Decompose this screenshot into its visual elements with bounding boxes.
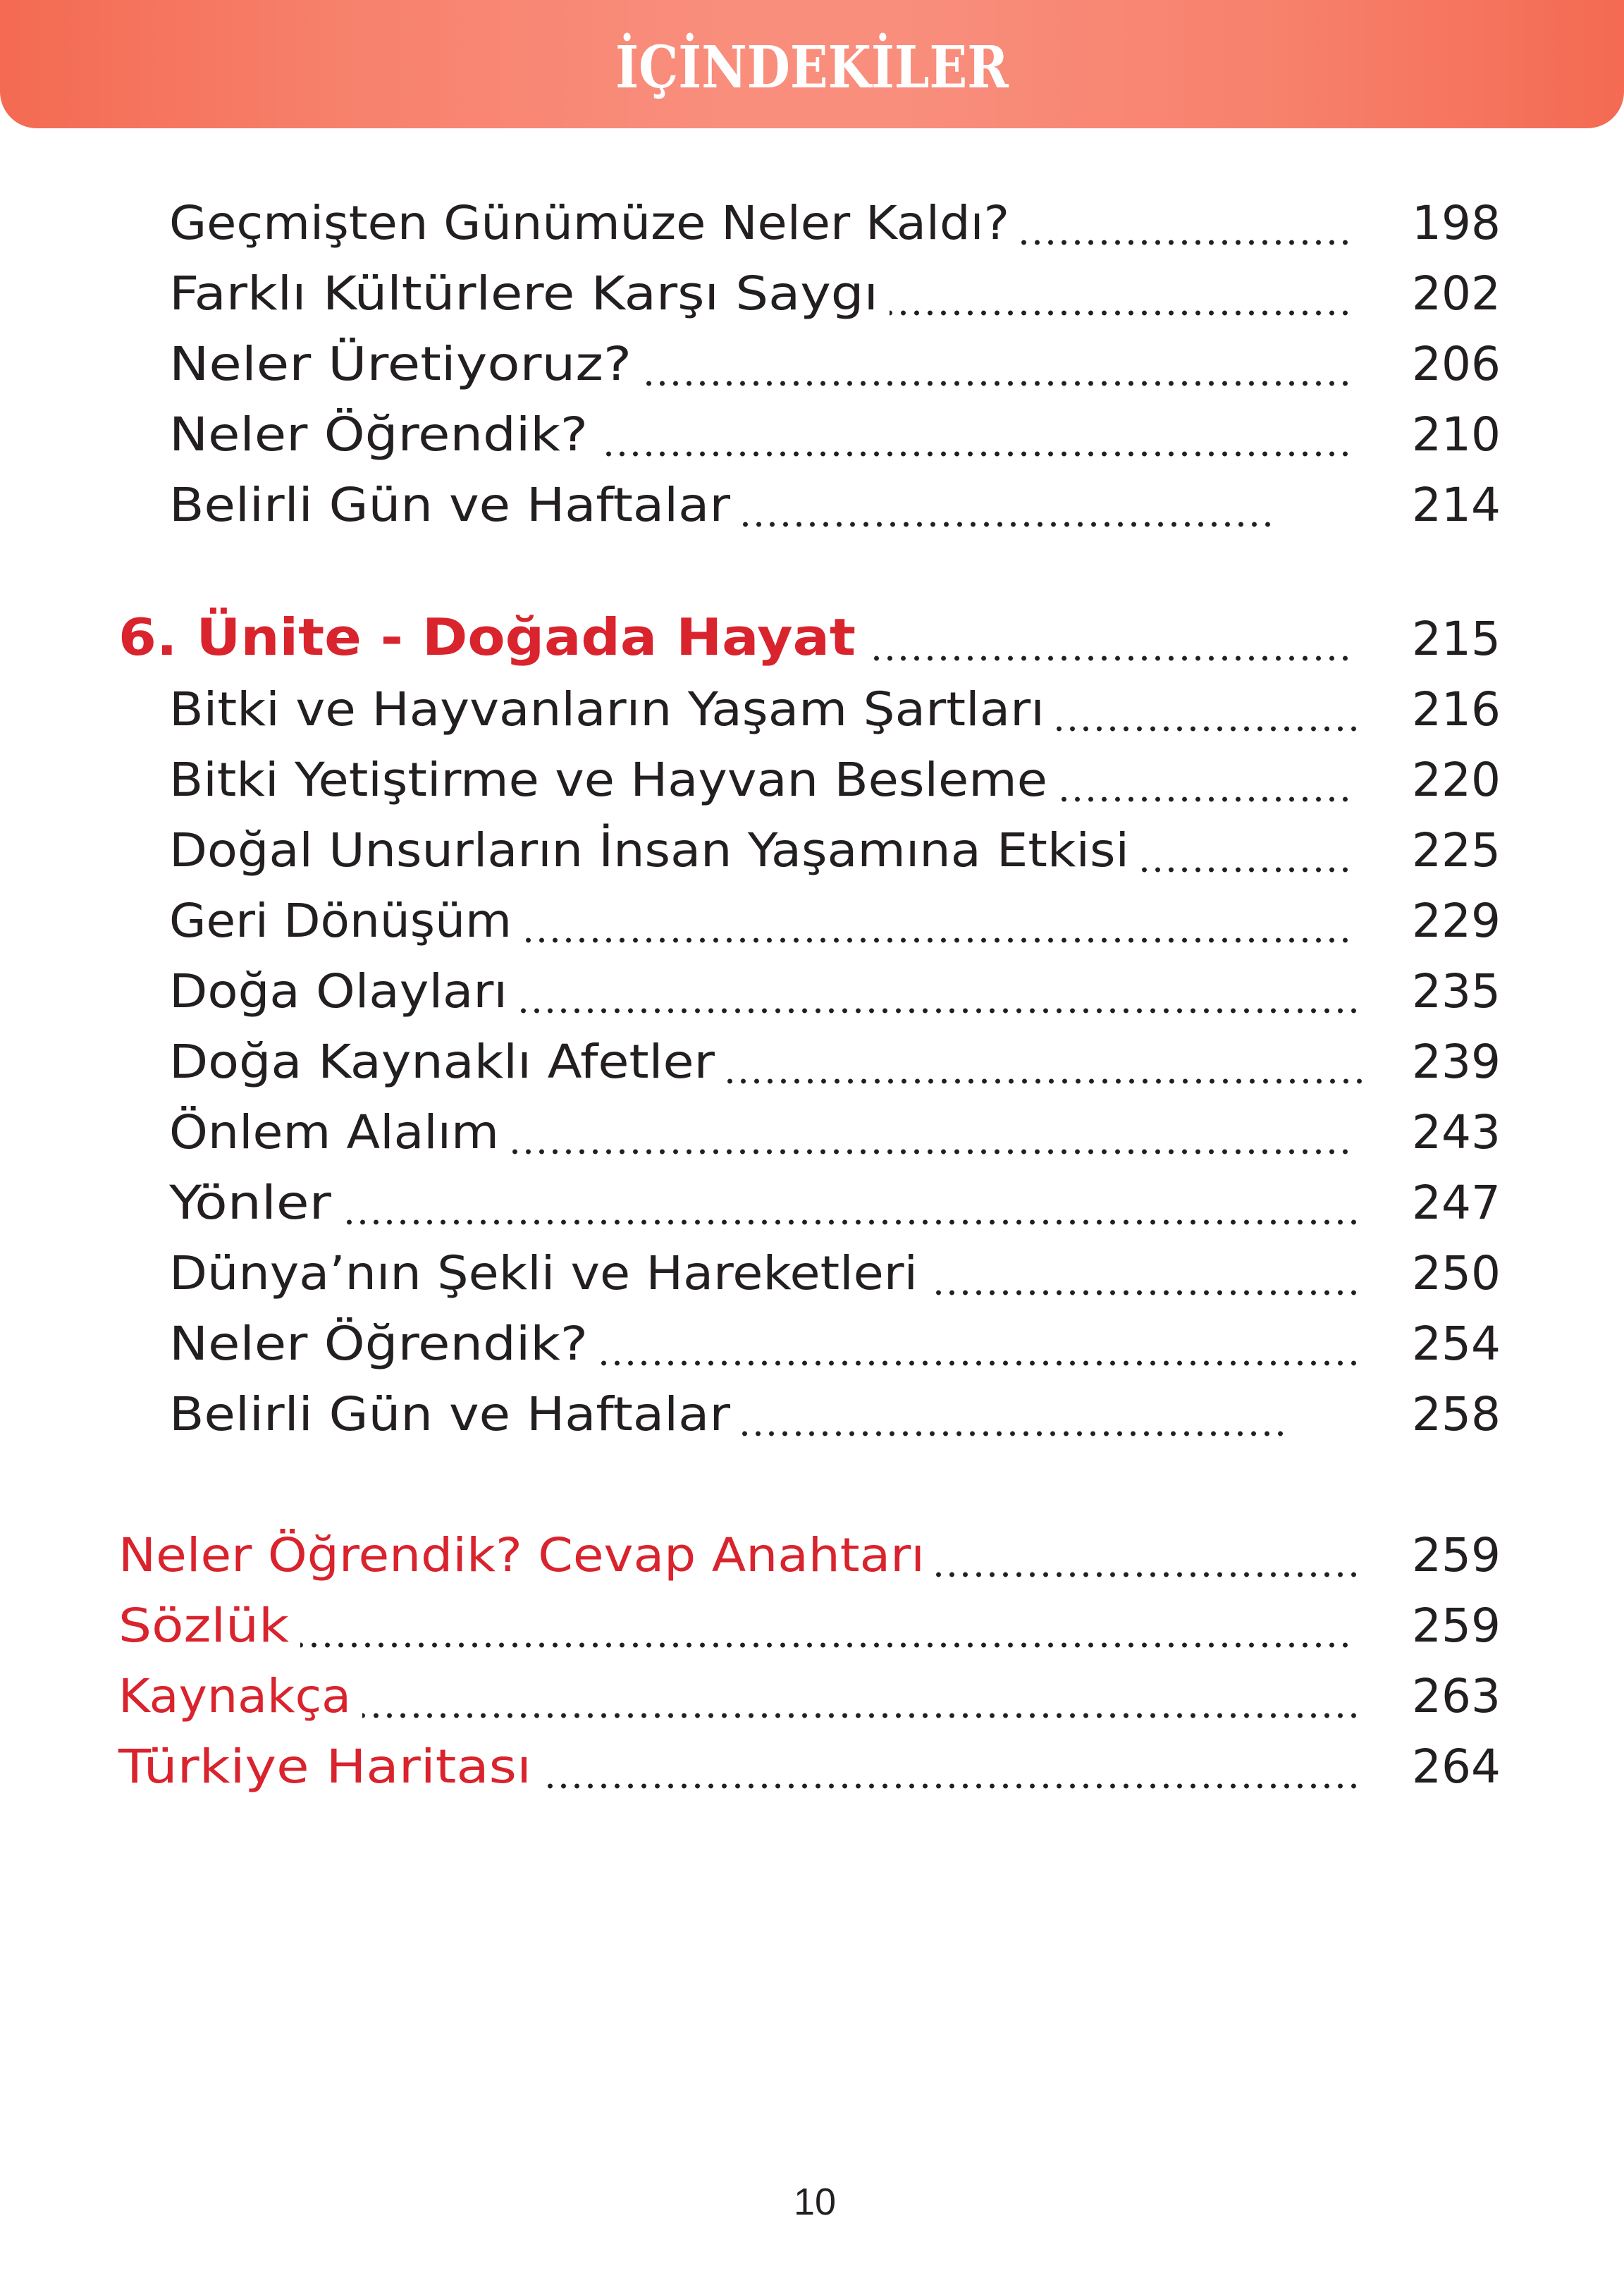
toc-page-number: 225 bbox=[1412, 823, 1501, 878]
toc-page-number: 216 bbox=[1412, 682, 1501, 737]
dot-leader bbox=[1021, 240, 1352, 245]
toc-row[interactable] bbox=[0, 1668, 1624, 1738]
dot-leader bbox=[362, 1713, 1360, 1718]
dot-leader bbox=[510, 1149, 1352, 1155]
toc-row[interactable] bbox=[0, 681, 1624, 751]
toc-entry-label[interactable]: Neler Öğrendik? bbox=[169, 1317, 588, 1371]
toc-page-number: 215 bbox=[1412, 612, 1501, 666]
dot-leader bbox=[867, 655, 1352, 661]
page-title: İÇİNDEKİLER bbox=[615, 34, 1009, 101]
toc-entry-label[interactable]: Farklı Kültürlere Karşı Saygı bbox=[169, 266, 878, 321]
dot-leader bbox=[300, 1642, 1352, 1648]
toc-row[interactable] bbox=[0, 1174, 1624, 1245]
toc-page-number: 220 bbox=[1412, 753, 1501, 807]
toc-entry-label[interactable]: Bitki ve Hayvanların Yaşam Şartları bbox=[169, 682, 1045, 737]
unit-heading-row[interactable] bbox=[0, 610, 1624, 681]
toc-page-number: 198 bbox=[1412, 196, 1501, 250]
toc-page-number: 243 bbox=[1412, 1105, 1501, 1159]
dot-leader bbox=[599, 451, 1352, 457]
page-number: 10 bbox=[793, 2181, 837, 2223]
toc-entry-label[interactable]: Doğa Olayları bbox=[169, 964, 508, 1018]
toc-row[interactable] bbox=[0, 1386, 1624, 1456]
dot-leader bbox=[742, 1431, 1287, 1436]
toc-page-number: 239 bbox=[1412, 1035, 1501, 1089]
toc-entry-label[interactable]: Neler Üretiyoruz? bbox=[169, 337, 632, 391]
dot-leader bbox=[543, 1783, 1360, 1789]
toc-entry-label[interactable]: Sözlük bbox=[118, 1599, 289, 1653]
toc-entry-label[interactable]: Türkiye Haritası bbox=[118, 1740, 531, 1794]
toc-row[interactable] bbox=[0, 1738, 1624, 1809]
toc-row[interactable] bbox=[0, 1104, 1624, 1174]
dot-leader bbox=[599, 1360, 1360, 1366]
toc-page-number: 214 bbox=[1412, 478, 1501, 532]
dot-leader bbox=[742, 522, 1274, 527]
toc-entry-label[interactable]: Dünya’nın Şekli ve Hareketleri bbox=[169, 1246, 918, 1300]
toc-page-number: 259 bbox=[1412, 1599, 1501, 1653]
toc-row[interactable] bbox=[0, 751, 1624, 822]
toc-row[interactable] bbox=[0, 1597, 1624, 1668]
toc-entry-label[interactable]: Neler Öğrendik? Cevap Anahtarı bbox=[118, 1528, 925, 1582]
toc-page-number: 258 bbox=[1412, 1387, 1501, 1441]
dot-leader bbox=[936, 1572, 1360, 1577]
toc-entry-label[interactable]: Yönler bbox=[169, 1176, 331, 1230]
dot-leader bbox=[1056, 726, 1360, 732]
toc-entry-label[interactable]: Neler Öğrendik? bbox=[169, 407, 588, 462]
dot-leader bbox=[890, 310, 1352, 316]
unit-heading-label[interactable]: 6. Ünite - Doğada Hayat bbox=[118, 608, 856, 667]
toc-page-number: 210 bbox=[1412, 407, 1501, 462]
toc-entry-label[interactable]: Önlem Alalım bbox=[169, 1105, 499, 1159]
toc-entry-label[interactable]: Doğa Kaynaklı Afetler bbox=[169, 1035, 715, 1089]
toc-page-number: 259 bbox=[1412, 1528, 1501, 1582]
toc-page-number: 247 bbox=[1412, 1176, 1501, 1230]
toc-page-number: 235 bbox=[1412, 964, 1501, 1018]
dot-leader bbox=[726, 1078, 1366, 1084]
toc-row[interactable] bbox=[0, 336, 1624, 406]
toc-row[interactable] bbox=[0, 1033, 1624, 1104]
toc-page-number: 263 bbox=[1412, 1669, 1501, 1723]
toc-page-number: 254 bbox=[1412, 1317, 1501, 1371]
dot-leader bbox=[519, 1008, 1360, 1014]
toc-page-number: 206 bbox=[1412, 337, 1501, 391]
toc-page-number: 202 bbox=[1412, 266, 1501, 321]
dot-leader bbox=[523, 937, 1352, 943]
toc-row[interactable] bbox=[0, 265, 1624, 336]
toc-entry-label[interactable]: Kaynakça bbox=[118, 1669, 352, 1723]
dot-leader bbox=[1059, 796, 1352, 802]
toc-row[interactable] bbox=[0, 476, 1624, 547]
toc-entry-label[interactable]: Geri Dönüşüm bbox=[169, 894, 512, 948]
toc-entry-label[interactable]: Doğal Unsurların İnsan Yaşamına Etkisi bbox=[169, 823, 1129, 878]
toc-row[interactable] bbox=[0, 892, 1624, 963]
toc-entry-label[interactable]: Belirli Gün ve Haftalar bbox=[169, 1387, 730, 1441]
toc-page-number: 229 bbox=[1412, 894, 1501, 948]
dot-leader bbox=[344, 1219, 1360, 1225]
toc-row[interactable] bbox=[0, 406, 1624, 476]
toc-entry-label[interactable]: Bitki Yetiştirme ve Hayvan Besleme bbox=[169, 753, 1047, 807]
toc-entry-label[interactable]: Geçmişten Günümüze Neler Kaldı? bbox=[169, 196, 1009, 250]
dot-leader bbox=[1140, 867, 1352, 873]
toc-page-number: 250 bbox=[1412, 1246, 1501, 1300]
dot-leader bbox=[929, 1290, 1360, 1295]
toc-entry-label[interactable]: Belirli Gün ve Haftalar bbox=[169, 478, 730, 532]
dot-leader bbox=[643, 381, 1352, 386]
toc-row[interactable] bbox=[0, 822, 1624, 892]
toc-row[interactable] bbox=[0, 1315, 1624, 1386]
toc-row[interactable] bbox=[0, 1245, 1624, 1315]
toc-row[interactable] bbox=[0, 195, 1624, 265]
toc-row[interactable] bbox=[0, 963, 1624, 1033]
toc-page-number: 264 bbox=[1412, 1740, 1501, 1794]
toc-row[interactable] bbox=[0, 1527, 1624, 1597]
